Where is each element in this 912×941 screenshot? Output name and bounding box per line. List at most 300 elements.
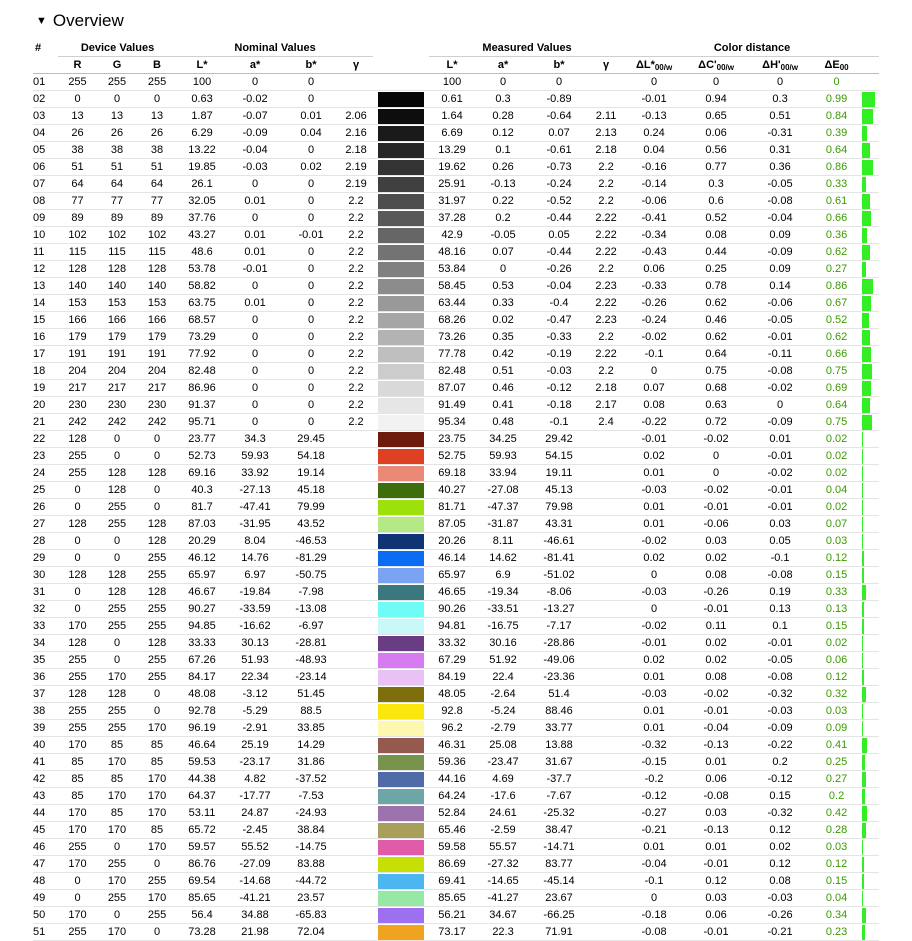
device-b: 51 — [137, 159, 177, 176]
delta-c: -0.02 — [683, 482, 749, 499]
device-g: 26 — [97, 125, 137, 142]
nominal-l: 37.76 — [177, 210, 227, 227]
delta-l: -0.16 — [625, 159, 683, 176]
nominal-gamma — [339, 856, 373, 873]
nominal-l: 96.19 — [177, 720, 227, 737]
delta-e-bar — [862, 516, 879, 533]
measured-b: 0.05 — [531, 227, 587, 244]
nominal-l: 58.82 — [177, 278, 227, 295]
nominal-b: 0 — [283, 261, 339, 278]
device-b: 0 — [137, 499, 177, 516]
delta-l: 0 — [625, 74, 683, 91]
measured-gamma — [587, 720, 625, 737]
delta-e-bar — [862, 482, 879, 499]
delta-c: 0.62 — [683, 329, 749, 346]
nominal-gamma — [339, 550, 373, 567]
measured-a: 6.9 — [475, 567, 531, 584]
device-g: 170 — [97, 873, 137, 890]
delta-l: -0.01 — [625, 91, 683, 108]
delta-e: 0.64 — [811, 397, 862, 414]
delta-e-bar — [862, 499, 879, 516]
row-index: 46 — [33, 839, 58, 856]
device-r: 0 — [58, 601, 97, 618]
table-row — [33, 380, 879, 397]
nominal-l: 81.7 — [177, 499, 227, 516]
delta-l: -0.18 — [625, 907, 683, 924]
measured-a: 0.07 — [475, 244, 531, 261]
delta-c: 0.08 — [683, 669, 749, 686]
measured-l: 23.75 — [429, 431, 475, 448]
nominal-l: 82.48 — [177, 363, 227, 380]
measured-b: 31.67 — [531, 754, 587, 771]
measured-a: 4.69 — [475, 771, 531, 788]
measured-gamma — [587, 805, 625, 822]
measured-b: -0.33 — [531, 329, 587, 346]
device-g: 170 — [97, 924, 137, 941]
delta-e: 0.06 — [811, 652, 862, 669]
delta-l: -0.27 — [625, 805, 683, 822]
delta-h: 0.08 — [749, 873, 811, 890]
delta-c: -0.06 — [683, 516, 749, 533]
measured-l: 0.61 — [429, 91, 475, 108]
measured-gamma — [587, 482, 625, 499]
nominal-b: 14.29 — [283, 737, 339, 754]
table-row — [33, 805, 879, 822]
device-values-header: Device Values — [58, 40, 177, 57]
nominal-a: 0.01 — [227, 295, 283, 312]
measured-gamma — [587, 584, 625, 601]
delta-e-bar — [862, 227, 879, 244]
table-row — [33, 210, 879, 227]
delta-e: 0.07 — [811, 516, 862, 533]
measured-l: 77.78 — [429, 346, 475, 363]
delta-h: 0.12 — [749, 856, 811, 873]
measured-b: 0.07 — [531, 125, 587, 142]
delta-e-bar — [862, 652, 879, 669]
device-r: 255 — [58, 839, 97, 856]
device-b: 230 — [137, 397, 177, 414]
row-index: 05 — [33, 142, 58, 159]
color-swatch — [373, 108, 429, 125]
row-index: 41 — [33, 754, 58, 771]
measured-b: -23.36 — [531, 669, 587, 686]
measured-gamma: 2.22 — [587, 346, 625, 363]
color-swatch — [373, 873, 429, 890]
device-r: 89 — [58, 210, 97, 227]
row-index: 06 — [33, 159, 58, 176]
delta-l: 0.01 — [625, 465, 683, 482]
delta-l: 0 — [625, 601, 683, 618]
measured-b: 54.15 — [531, 448, 587, 465]
measured-l: 48.16 — [429, 244, 475, 261]
device-b: 85 — [137, 822, 177, 839]
row-index: 20 — [33, 397, 58, 414]
table-row — [33, 601, 879, 618]
col-g: G — [97, 57, 137, 74]
col-delta-l: $\Delta L*_{00/w}$ — [625, 57, 683, 74]
color-swatch — [373, 550, 429, 567]
nominal-b: 88.5 — [283, 703, 339, 720]
color-swatch — [373, 924, 429, 941]
delta-h: 0.36 — [749, 159, 811, 176]
device-r: 26 — [58, 125, 97, 142]
swatch-header — [373, 40, 429, 57]
measured-l: 52.84 — [429, 805, 475, 822]
delta-e-bar — [862, 584, 879, 601]
measured-b: -37.7 — [531, 771, 587, 788]
measured-gamma — [587, 822, 625, 839]
row-index: 27 — [33, 516, 58, 533]
delta-c: 0.12 — [683, 873, 749, 890]
nominal-a: 24.87 — [227, 805, 283, 822]
table-row — [33, 635, 879, 652]
measured-a: 0.26 — [475, 159, 531, 176]
measured-gamma: 2.4 — [587, 414, 625, 431]
nominal-b: 83.88 — [283, 856, 339, 873]
nominal-a: -2.91 — [227, 720, 283, 737]
delta-l: 0 — [625, 567, 683, 584]
delta-h: -0.08 — [749, 567, 811, 584]
row-index: 01 — [33, 74, 58, 91]
row-index: 25 — [33, 482, 58, 499]
delta-e-bar — [862, 295, 879, 312]
measured-gamma — [587, 431, 625, 448]
measured-b: -14.71 — [531, 839, 587, 856]
nominal-b: 72.04 — [283, 924, 339, 941]
nominal-gamma: 2.2 — [339, 295, 373, 312]
nominal-b: 0 — [283, 193, 339, 210]
device-g: 0 — [97, 839, 137, 856]
nominal-gamma — [339, 91, 373, 108]
nominal-gamma: 2.2 — [339, 363, 373, 380]
nominal-l: 52.73 — [177, 448, 227, 465]
triangle-down-icon[interactable]: ▼ — [36, 15, 47, 27]
measured-gamma: 2.18 — [587, 142, 625, 159]
nominal-b: 0 — [283, 329, 339, 346]
device-r: 166 — [58, 312, 97, 329]
delta-e-bar — [862, 125, 879, 142]
measured-b: -46.61 — [531, 533, 587, 550]
device-r: 170 — [58, 805, 97, 822]
table-row — [33, 159, 879, 176]
measured-l: 6.69 — [429, 125, 475, 142]
measured-l: 46.14 — [429, 550, 475, 567]
device-r: 230 — [58, 397, 97, 414]
overview-toggle[interactable] — [36, 10, 124, 32]
measured-b: -0.52 — [531, 193, 587, 210]
delta-e-bar — [862, 754, 879, 771]
color-swatch — [373, 380, 429, 397]
color-swatch — [373, 907, 429, 924]
measured-gamma — [587, 686, 625, 703]
device-r: 0 — [58, 890, 97, 907]
table-row — [33, 533, 879, 550]
measured-l: 53.84 — [429, 261, 475, 278]
measured-b: -0.18 — [531, 397, 587, 414]
nominal-gamma — [339, 720, 373, 737]
table-row — [33, 873, 879, 890]
delta-l: 0.02 — [625, 550, 683, 567]
nominal-gamma: 2.2 — [339, 278, 373, 295]
nominal-l: 32.05 — [177, 193, 227, 210]
nominal-b: 0 — [283, 363, 339, 380]
nominal-b: 0.02 — [283, 159, 339, 176]
measured-gamma — [587, 924, 625, 941]
measured-gamma — [587, 499, 625, 516]
measured-gamma — [587, 533, 625, 550]
delta-c: 0.25 — [683, 261, 749, 278]
device-g: 191 — [97, 346, 137, 363]
device-b: 128 — [137, 516, 177, 533]
nominal-a: 0 — [227, 210, 283, 227]
nominal-b: 0.01 — [283, 108, 339, 125]
delta-l: 0.01 — [625, 499, 683, 516]
measured-l: 87.05 — [429, 516, 475, 533]
measured-b: -0.19 — [531, 346, 587, 363]
nominal-a: 14.76 — [227, 550, 283, 567]
measured-values-header: Measured Values — [429, 40, 625, 57]
measured-gamma — [587, 703, 625, 720]
device-r: 13 — [58, 108, 97, 125]
delta-e-bar — [862, 346, 879, 363]
measured-gamma — [587, 448, 625, 465]
delta-h: -0.05 — [749, 312, 811, 329]
device-b: 170 — [137, 788, 177, 805]
device-b: 115 — [137, 244, 177, 261]
delta-c: 0.65 — [683, 108, 749, 125]
nominal-gamma — [339, 465, 373, 482]
table-row — [33, 91, 879, 108]
row-index: 09 — [33, 210, 58, 227]
measured-b: 88.46 — [531, 703, 587, 720]
delta-e: 0.39 — [811, 125, 862, 142]
nominal-gamma — [339, 890, 373, 907]
table-row — [33, 516, 879, 533]
measured-gamma: 2.23 — [587, 278, 625, 295]
measured-gamma: 2.13 — [587, 125, 625, 142]
device-r: 255 — [58, 448, 97, 465]
delta-e: 0.03 — [811, 839, 862, 856]
measured-b: 33.77 — [531, 720, 587, 737]
delta-e: 0.28 — [811, 822, 862, 839]
measured-l: 92.8 — [429, 703, 475, 720]
delta-l: -0.1 — [625, 346, 683, 363]
nominal-a: 0 — [227, 414, 283, 431]
nominal-gamma — [339, 601, 373, 618]
measured-b: 29.42 — [531, 431, 587, 448]
delta-e: 0.42 — [811, 805, 862, 822]
delta-e: 0.25 — [811, 754, 862, 771]
delta-e: 0.64 — [811, 142, 862, 159]
measured-a: -2.79 — [475, 720, 531, 737]
delta-h: -0.01 — [749, 482, 811, 499]
measured-a: 34.67 — [475, 907, 531, 924]
measured-a: 8.11 — [475, 533, 531, 550]
nominal-b: -24.93 — [283, 805, 339, 822]
delta-e: 0.12 — [811, 550, 862, 567]
delta-e: 0.62 — [811, 244, 862, 261]
row-index: 42 — [33, 771, 58, 788]
measured-a: 0.53 — [475, 278, 531, 295]
delta-e-bar — [862, 822, 879, 839]
delta-e-bar — [862, 686, 879, 703]
measured-b: -66.25 — [531, 907, 587, 924]
measured-a: 0 — [475, 261, 531, 278]
measured-l: 67.29 — [429, 652, 475, 669]
delta-e: 0.33 — [811, 176, 862, 193]
color-swatch — [373, 669, 429, 686]
delta-e-bar — [862, 720, 879, 737]
delta-e: 0.86 — [811, 278, 862, 295]
measured-l: 58.45 — [429, 278, 475, 295]
delta-l: -0.01 — [625, 431, 683, 448]
delta-e-bar — [862, 788, 879, 805]
measured-b: -0.44 — [531, 244, 587, 261]
nominal-b: -7.98 — [283, 584, 339, 601]
table-row — [33, 550, 879, 567]
measured-b: -8.06 — [531, 584, 587, 601]
delta-e-bar — [862, 312, 879, 329]
nominal-b: 43.52 — [283, 516, 339, 533]
nominal-b: -14.75 — [283, 839, 339, 856]
delta-c: -0.01 — [683, 924, 749, 941]
nominal-gamma — [339, 737, 373, 754]
measured-a: 24.61 — [475, 805, 531, 822]
measured-gamma — [587, 856, 625, 873]
device-g: 153 — [97, 295, 137, 312]
nominal-b: 0 — [283, 346, 339, 363]
nominal-l: 90.27 — [177, 601, 227, 618]
color-swatch — [373, 516, 429, 533]
nominal-a: -0.07 — [227, 108, 283, 125]
color-swatch — [373, 74, 429, 91]
measured-b: 19.11 — [531, 465, 587, 482]
nominal-a: 21.98 — [227, 924, 283, 941]
device-g: 170 — [97, 669, 137, 686]
measured-a: -27.32 — [475, 856, 531, 873]
color-swatch — [373, 329, 429, 346]
device-r: 217 — [58, 380, 97, 397]
device-g: 0 — [97, 448, 137, 465]
row-index: 23 — [33, 448, 58, 465]
delta-e: 0.67 — [811, 295, 862, 312]
delta-h: -0.05 — [749, 176, 811, 193]
delta-e: 0.12 — [811, 856, 862, 873]
nominal-gamma — [339, 771, 373, 788]
measured-gamma — [587, 601, 625, 618]
measured-a: 0.1 — [475, 142, 531, 159]
row-index: 43 — [33, 788, 58, 805]
delta-l: -0.21 — [625, 822, 683, 839]
device-b: 255 — [137, 550, 177, 567]
delta-h: -0.01 — [749, 499, 811, 516]
color-swatch — [373, 278, 429, 295]
delta-c: 0.64 — [683, 346, 749, 363]
device-g: 85 — [97, 805, 137, 822]
measured-b: -0.61 — [531, 142, 587, 159]
color-swatch — [373, 482, 429, 499]
nominal-gamma: 2.18 — [339, 142, 373, 159]
delta-e-bar — [862, 414, 879, 431]
delta-h: 0.31 — [749, 142, 811, 159]
nominal-gamma: 2.06 — [339, 108, 373, 125]
row-index: 47 — [33, 856, 58, 873]
measured-gamma: 2.2 — [587, 363, 625, 380]
delta-c: 0 — [683, 465, 749, 482]
delta-l: -0.02 — [625, 329, 683, 346]
measured-a: 51.92 — [475, 652, 531, 669]
nominal-gamma: 2.2 — [339, 397, 373, 414]
device-r: 255 — [58, 669, 97, 686]
measured-gamma — [587, 652, 625, 669]
measured-l: 19.62 — [429, 159, 475, 176]
nominal-b: -23.14 — [283, 669, 339, 686]
nominal-l: 0.63 — [177, 91, 227, 108]
nominal-gamma — [339, 754, 373, 771]
delta-c: 0.06 — [683, 907, 749, 924]
device-g: 128 — [97, 686, 137, 703]
delta-e-bar — [862, 159, 879, 176]
row-index: 13 — [33, 278, 58, 295]
nominal-l: 33.33 — [177, 635, 227, 652]
nominal-b: -37.52 — [283, 771, 339, 788]
nominal-gamma: 2.16 — [339, 125, 373, 142]
nominal-a: 0 — [227, 74, 283, 91]
device-r: 0 — [58, 482, 97, 499]
color-swatch — [373, 499, 429, 516]
nominal-l: 86.76 — [177, 856, 227, 873]
color-swatch — [373, 703, 429, 720]
row-index: 04 — [33, 125, 58, 142]
delta-e: 0.04 — [811, 482, 862, 499]
device-b: 179 — [137, 329, 177, 346]
row-index: 35 — [33, 652, 58, 669]
measured-b: -49.06 — [531, 652, 587, 669]
color-swatch — [373, 465, 429, 482]
table-row — [33, 652, 879, 669]
table-row — [33, 312, 879, 329]
measured-a: -0.13 — [475, 176, 531, 193]
color-swatch — [373, 822, 429, 839]
measured-a: -2.64 — [475, 686, 531, 703]
measured-b: -28.86 — [531, 635, 587, 652]
row-index: 08 — [33, 193, 58, 210]
nominal-l: 100 — [177, 74, 227, 91]
delta-e-bar — [862, 771, 879, 788]
delta-c: 0.08 — [683, 227, 749, 244]
table-row — [33, 499, 879, 516]
delta-l: 0.01 — [625, 839, 683, 856]
delta-h: 0.03 — [749, 516, 811, 533]
delta-e-bar — [862, 550, 879, 567]
device-g: 85 — [97, 737, 137, 754]
measured-b: 38.47 — [531, 822, 587, 839]
row-index: 32 — [33, 601, 58, 618]
delta-l: -0.03 — [625, 584, 683, 601]
color-swatch — [373, 805, 429, 822]
device-g: 242 — [97, 414, 137, 431]
device-r: 179 — [58, 329, 97, 346]
measured-b: -51.02 — [531, 567, 587, 584]
table-row — [33, 686, 879, 703]
nominal-gamma — [339, 652, 373, 669]
measured-l: 69.18 — [429, 465, 475, 482]
delta-h: -0.03 — [749, 890, 811, 907]
device-r: 170 — [58, 618, 97, 635]
nominal-b: 0.04 — [283, 125, 339, 142]
delta-l: -0.03 — [625, 686, 683, 703]
delta-l: 0 — [625, 890, 683, 907]
